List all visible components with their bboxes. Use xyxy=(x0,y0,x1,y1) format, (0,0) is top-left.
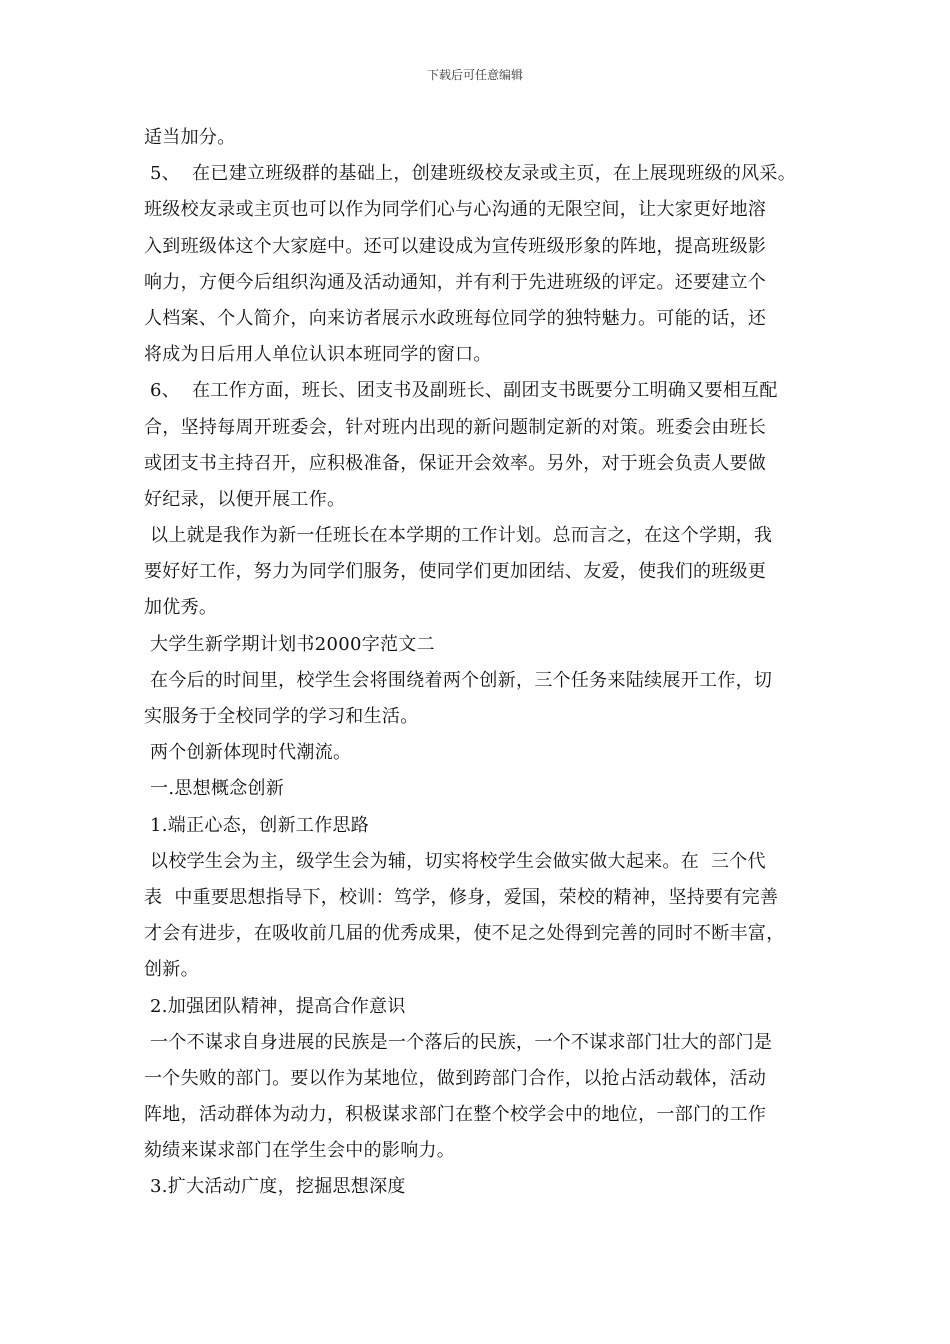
text-line: 加优秀。 xyxy=(144,597,218,619)
text-line: 5、 在已建立班级群的基础上，创建班级校友录或主页，在上展现班级的风采。 xyxy=(144,163,797,185)
text-line: 6、 在工作方面，班长、团支书及副班长、副团支书既要分工明确又要相互配 xyxy=(144,380,778,402)
text-line: 以上就是我作为新一任班长在本学期的工作计划。总而言之，在这个学期，我 xyxy=(144,525,773,547)
text-line: 入到班级体这个大家庭中。还可以建设成为宣传班级形象的阵地，提高班级影 xyxy=(144,235,767,257)
text-line: 以校学生会为主，级学生会为辅，切实将校学生会做实做大起来。在 三个代 xyxy=(144,850,766,872)
text-line: 好纪录，以便开展工作。 xyxy=(144,488,346,510)
text-line: 在今后的时间里，校学生会将围绕着两个创新，三个任务来陆续展开工作，切 xyxy=(144,669,773,691)
text-line: 将成为日后用人单位认识本班同学的窗口。 xyxy=(144,344,492,366)
text-line: 响力，方便今后组织沟通及活动通知，并有利于先进班级的评定。还要建立个 xyxy=(144,271,767,293)
text-line: 或团支书主持召开，应积极准备，保证开会效率。另外，对于班会负责人要做 xyxy=(144,452,767,474)
text-line: 才会有进步，在吸收前几届的优秀成果，使不足之处得到完善的同时不断丰富， xyxy=(144,923,785,945)
text-line: 一个不谋求自身进展的民族是一个落后的民族，一个不谋求部门壮大的部门是 xyxy=(144,1031,773,1053)
text-line: 班级校友录或主页也可以作为同学们心与心沟通的无限空间，让大家更好地溶 xyxy=(144,199,767,221)
text-line: 人档案、个人简介，向来访者展示水政班每位同学的独特魅力。可能的话，还 xyxy=(144,307,767,329)
text-line: 2.加强团队精神，提高合作意识 xyxy=(144,995,406,1017)
text-line: 表 中重要思想指导下，校训：笃学，修身，爱国，荣校的精神，坚持要有完善 xyxy=(144,886,779,908)
text-line: 劾绩来谋求部门在学生会中的影响力。 xyxy=(144,1140,456,1162)
text-line: 适当加分。 xyxy=(144,127,236,148)
text-line: 1.端正心态，创新工作思路 xyxy=(144,814,370,836)
text-line: 3.扩大活动广度，挖掘思想深度 xyxy=(144,1176,406,1198)
text-line: 一个失败的部门。要以作为某地位，做到跨部门合作，以抢占活动载体，活动 xyxy=(144,1067,767,1089)
text-line: 创新。 xyxy=(144,959,199,981)
page-header: 下载后可任意编辑 xyxy=(426,68,523,82)
text-line: 要好好工作，努力为同学们服务，使同学们更加团结、友爱，使我们的班级更 xyxy=(144,561,767,583)
document-body xyxy=(144,120,824,1206)
text-line: 实服务于全校同学的学习和生活。 xyxy=(144,706,419,727)
text-line: 阵地，活动群体为动力，积极谋求部门在整个校学会中的地位，一部门的工作 xyxy=(144,1104,767,1126)
text-line: 大学生新学期计划书2000字范文二 xyxy=(144,633,435,655)
text-line: 一.思想概念创新 xyxy=(144,778,285,800)
text-line: 合，坚持每周开班委会，针对班内出现的新问题制定新的对策。班委会由班长 xyxy=(144,416,767,438)
text-line: 两个创新体现时代潮流。 xyxy=(144,742,352,764)
